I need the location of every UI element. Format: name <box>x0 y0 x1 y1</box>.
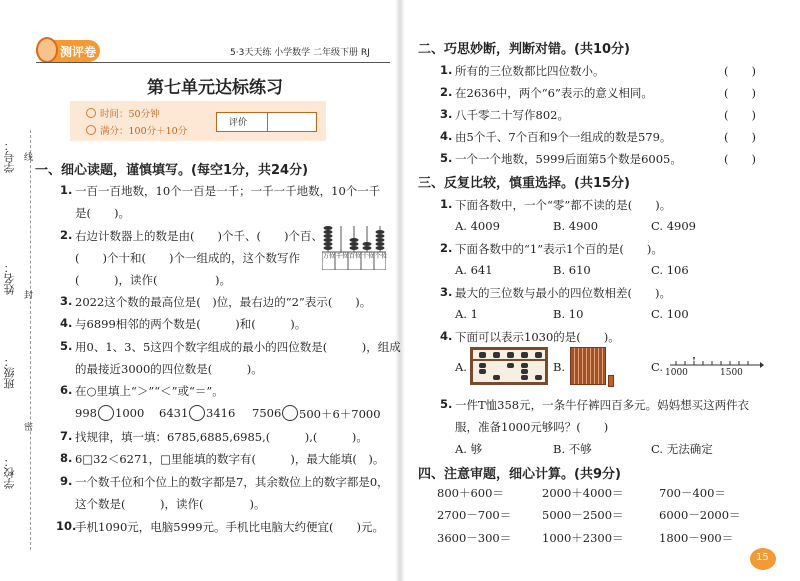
calc-item[interactable]: 2700－700＝ <box>437 508 512 522</box>
number-line-label: 1500 <box>720 368 743 378</box>
q2-text-3: ( )，读作( )。 <box>75 273 231 287</box>
q4-text: 与6899相邻的两个数是( )和( )。 <box>75 317 307 331</box>
q5-text-2: 的最接近3000的四位数是( )。 <box>75 362 263 376</box>
q6-number: 6. <box>60 383 73 397</box>
q10-number: 10. <box>56 519 77 533</box>
choice-option[interactable]: B. <box>553 360 566 374</box>
choice-number: 4. <box>440 329 453 343</box>
page-number: 15 <box>756 552 769 563</box>
margin-seal-label: 封 <box>24 291 34 301</box>
choice-option[interactable]: C. 100 <box>651 307 689 321</box>
abacus-label: 百位 <box>349 253 362 260</box>
q9-text-2: 这个数是( )，读作( )。 <box>75 497 266 511</box>
choice-number: 2. <box>440 241 453 255</box>
score-icon <box>86 125 96 135</box>
choice-option[interactable]: A. <box>455 360 467 374</box>
choice-option[interactable]: B. 4900 <box>553 219 599 233</box>
margin-line-label: 线 <box>24 153 34 163</box>
abacus-label: 千位 <box>336 253 349 260</box>
choice-number: 3. <box>440 285 453 299</box>
choice-number: 5. <box>440 397 453 411</box>
clock-icon <box>86 108 96 118</box>
q9-number: 9. <box>60 474 73 488</box>
q5-number: 5. <box>60 339 73 353</box>
abacus-label: 万位 <box>323 253 336 260</box>
choice-question: 下面各数中的“1”表示1个百的是( )。 <box>455 242 663 256</box>
calc-item[interactable]: 800＋600＝ <box>437 486 504 500</box>
choice-option[interactable]: C. 4909 <box>651 219 696 233</box>
abacus-picture <box>470 347 548 385</box>
q3-number: 3. <box>60 294 73 308</box>
judge-number: 2. <box>440 85 453 99</box>
q10-text: 手机1090元，电脑5999元。手机比电脑大约便宜( )元。 <box>75 520 385 534</box>
choice-option[interactable]: A. 641 <box>455 263 493 277</box>
q8-number: 8. <box>60 451 73 465</box>
abacus-label: 个位 <box>375 253 388 260</box>
margin-close-label: 密 <box>24 423 34 433</box>
compare-left: 6431 <box>159 406 189 420</box>
margin-class-label: 班级： <box>3 356 16 389</box>
section-4-title: 四、注意审题，细心计算。(共9分) <box>418 467 621 482</box>
choice-option[interactable]: A. 够 <box>455 442 483 456</box>
choice-option[interactable]: C. 106 <box>651 263 689 277</box>
judge-bracket[interactable]: ( ) <box>724 64 756 78</box>
abacus-drawing <box>322 222 386 270</box>
choice-question: 最大的三位数与最小的四位数相差( )。 <box>455 286 671 300</box>
compare-left: 7506 <box>252 406 282 420</box>
compare-left: 998 <box>75 406 97 420</box>
judge-item: 所有的三位数都比四位数小。 <box>455 64 605 78</box>
abacus-label: 十位 <box>362 253 375 260</box>
q9-text: 一个数千位和个位上的数字都是7，其余数位上的数字都是0， <box>75 475 389 489</box>
calc-item[interactable]: 700－400＝ <box>659 486 726 500</box>
choice-number: 1. <box>440 197 453 211</box>
judge-bracket[interactable]: ( ) <box>724 86 756 100</box>
compare-circle[interactable] <box>189 405 205 421</box>
calc-item[interactable]: 2000＋4000＝ <box>542 486 624 500</box>
abacus-beads <box>473 350 545 382</box>
q3-text: 2022这个数的最高位是( )位，最右边的“2”表示( )。 <box>75 295 372 309</box>
q1-text-2: 是( )。 <box>75 206 130 220</box>
choice-option[interactable]: B. 10 <box>553 307 584 321</box>
q6-text: 在○里填上“＞”“＜”或“＝”。 <box>75 384 224 398</box>
q1-text: 一百一百地数，10个一百是一千；一千一千地数，10个一千 <box>75 184 381 198</box>
calc-item[interactable]: 6000－2000＝ <box>659 508 741 522</box>
judge-bracket[interactable]: ( ) <box>724 108 756 122</box>
compare-right: 3416 <box>206 406 236 420</box>
choice-option[interactable]: C. 无法确定 <box>651 442 713 456</box>
badge-mascot-icon <box>36 37 58 63</box>
header-series: 5·3天天练 小学数学 二年级下册 RJ <box>230 48 370 58</box>
eval-label: 评价 <box>229 118 248 128</box>
section-1-title: 一、细心读题，谨慎填写。(每空1分，共24分) <box>35 163 309 178</box>
page-title: 第七单元达标练习 <box>147 78 283 98</box>
judge-item: 在2636中，两个“6”表示的意义相同。 <box>455 86 653 100</box>
judge-item: 八千零二十写作802。 <box>455 108 569 122</box>
judge-number: 1. <box>440 63 453 77</box>
margin-school-label: 学校： <box>3 456 16 489</box>
badge-text: 测评卷 <box>60 45 97 59</box>
calc-item[interactable]: 1000＋2300＝ <box>542 531 624 545</box>
q5-text: 用0、1、3、5这四个数字组成的最小的四位数是( )，组成 <box>75 340 401 354</box>
q2-text-2: ( )个十和( )个一组成的，这个数写作 <box>75 251 300 265</box>
choice-option[interactable]: A. 4009 <box>455 219 500 233</box>
judge-number: 5. <box>440 151 453 165</box>
info-score: 满分：100分＋10分 <box>100 126 188 137</box>
number-line-label: 1000 <box>665 368 688 378</box>
calc-item[interactable]: 5000－2500＝ <box>542 508 624 522</box>
q7-number: 7. <box>60 429 73 443</box>
q7-text: 找规律，填一填：6785,6885,6985,( ),( )。 <box>75 430 368 444</box>
judge-item: 一个一个地数，5999后面第5个数是6005。 <box>455 152 682 166</box>
counting-abacus <box>322 222 386 270</box>
info-time: 时间：50分钟 <box>100 109 160 120</box>
choice-question: 下面各数中，一个“零”都不读的是( )。 <box>455 198 672 212</box>
judge-number: 4. <box>440 129 453 143</box>
margin-rule <box>30 130 31 550</box>
judge-bracket[interactable]: ( ) <box>724 152 756 166</box>
judge-bracket[interactable]: ( ) <box>724 130 756 144</box>
compare-right: 500＋6＋7000 <box>299 407 381 421</box>
q2-text: 右边计数器上的数是由( )个千、( )个百、 <box>75 229 323 243</box>
compare-right: 1000 <box>115 406 145 420</box>
compare-circle[interactable] <box>282 405 298 421</box>
choice-question: 一件T恤358元，一条牛仔裤四百多元。妈妈想买这两件衣 <box>455 398 750 412</box>
choice-option[interactable]: B. 610 <box>553 263 591 277</box>
choice-question: 下面可以表示1030的是( )。 <box>455 330 620 344</box>
q1-number: 1. <box>60 183 73 197</box>
section-3-title: 三、反复比较，慎重选择。(共15分) <box>418 176 630 191</box>
page-fold <box>395 0 405 581</box>
margin-id-label: 学号： <box>3 140 16 173</box>
q2-number: 2. <box>60 228 73 242</box>
eval-field[interactable] <box>267 112 317 132</box>
calc-item[interactable]: 1800－900＝ <box>659 531 734 545</box>
judge-number: 3. <box>440 107 453 121</box>
header-rule <box>36 62 390 63</box>
choice-option[interactable]: B. 不够 <box>553 442 592 456</box>
q4-number: 4. <box>60 316 73 330</box>
calc-item[interactable]: 3600－300＝ <box>437 531 512 545</box>
cube-blocks-picture <box>570 347 606 385</box>
q8-text: 6□32＜6271，□里能填的数字有( )，最大能填( )。 <box>75 452 385 466</box>
judge-item: 由5个千、7个百和9个一组成的数是579。 <box>455 130 672 144</box>
choice-option[interactable]: C. <box>651 360 664 374</box>
cube-blocks-extra <box>608 375 614 387</box>
choice-question-2: 服，准备1000元够吗？( ) <box>455 420 609 434</box>
choice-option[interactable]: A. 1 <box>455 307 478 321</box>
section-2-title: 二、巧思妙断，判断对错。(共10分) <box>418 42 630 57</box>
margin-name-label: 姓名： <box>3 262 16 295</box>
compare-circle[interactable] <box>98 405 114 421</box>
